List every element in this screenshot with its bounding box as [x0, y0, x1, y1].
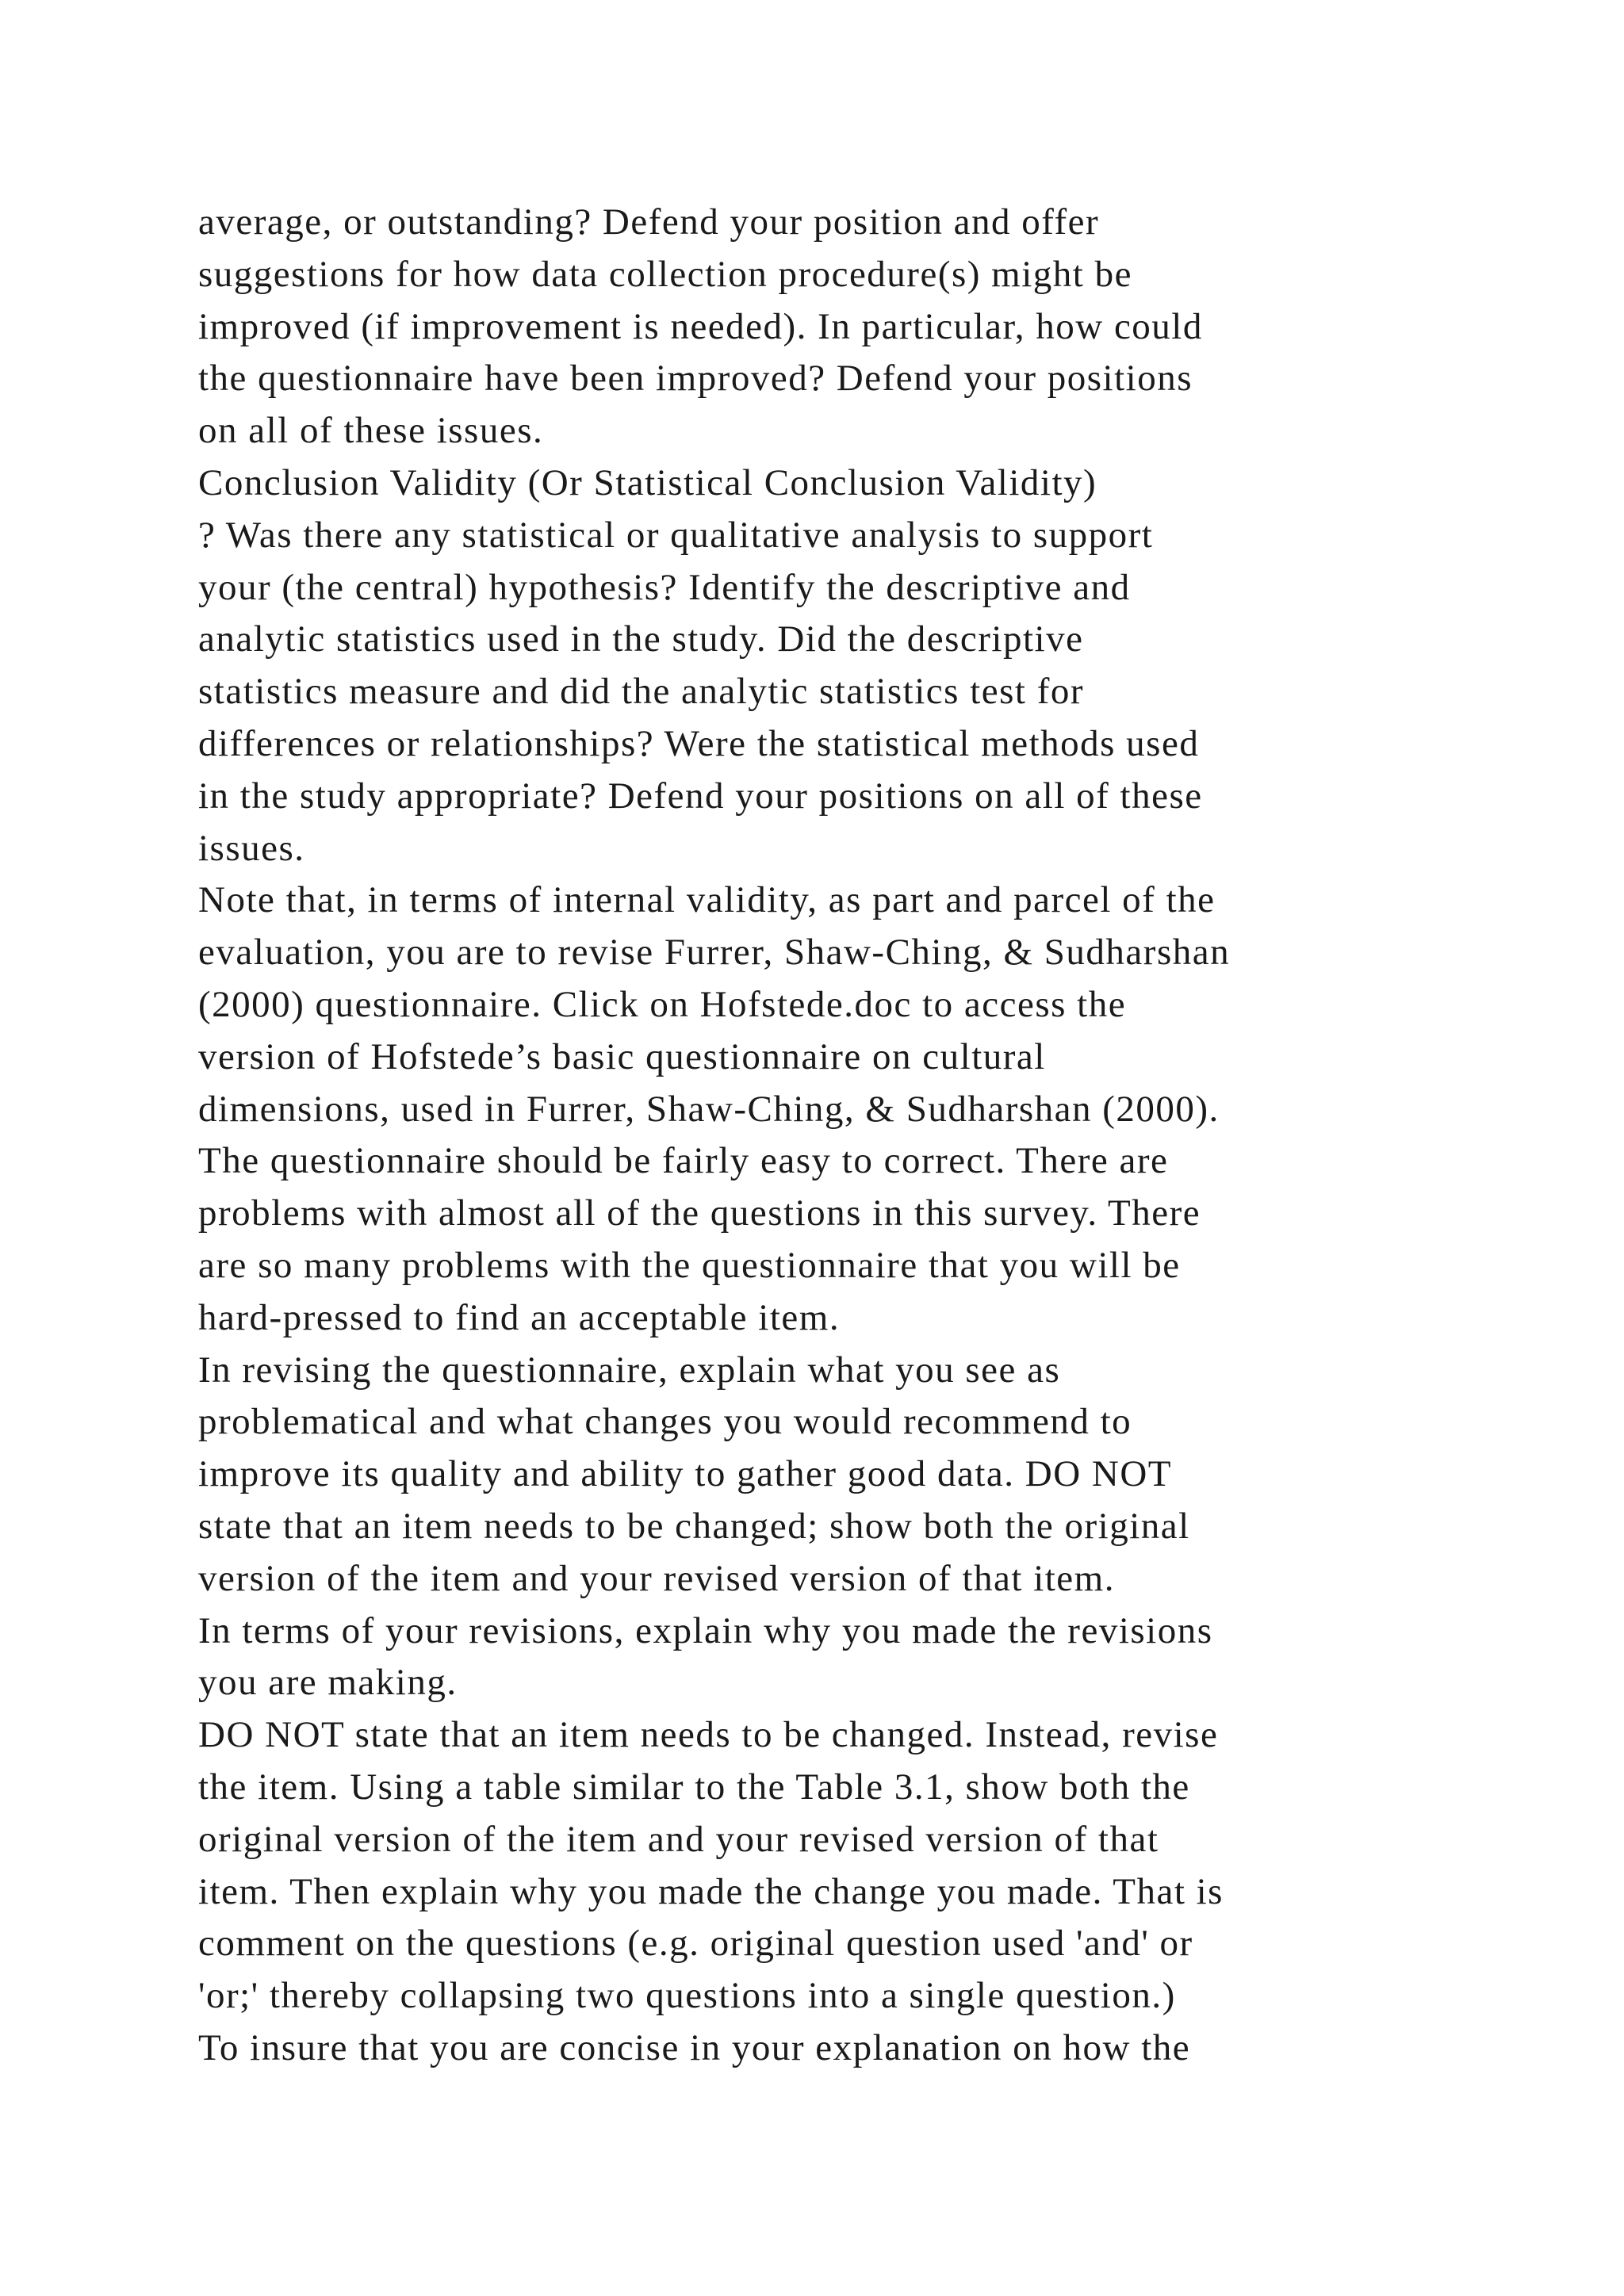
section-heading: Conclusion Validity (Or Statistical Conclusion Validity): [198, 461, 1097, 503]
body-text: [198, 197, 1483, 2075]
text-line: issues.: [198, 827, 305, 869]
text-line: original version of the item and your revised version of that: [198, 1818, 1159, 1860]
text-line: 'or;' thereby collapsing two questions into a single question.): [198, 1975, 1176, 2017]
text-line: you are making.: [198, 1662, 458, 1704]
text-line: In terms of your revisions, explain why you made the revisions: [198, 1609, 1213, 1651]
text-line: (2000) questionnaire. Click on Hofstede.doc to access the: [198, 983, 1127, 1025]
text-line: state that an item needs to be changed; show both the original: [198, 1505, 1190, 1547]
text-line: your (the central) hypothesis? Identify the descriptive and: [198, 566, 1131, 608]
text-line: analytic statistics used in the study. Did the descriptive: [198, 618, 1084, 660]
text-line: In revising the questionnaire, explain what you see as: [198, 1349, 1061, 1391]
text-line: Note that, in terms of internal validity, as part and parcel of the: [198, 879, 1216, 921]
text-line: DO NOT state that an item needs to be changed. Instead, revise: [198, 1714, 1219, 1756]
text-line: improve its quality and ability to gather good data. DO NOT: [198, 1453, 1173, 1495]
text-line: hard-pressed to find an acceptable item.: [198, 1296, 841, 1338]
text-line: dimensions, used in Furrer, Shaw-Ching, & Sudharshan (2000).: [198, 1088, 1220, 1130]
text-line: version of the item and your revised version of that item.: [198, 1557, 1115, 1599]
text-line: statistics measure and did the analytic statistics test for: [198, 671, 1085, 713]
text-line: comment on the questions (e.g. original question used 'and' or: [198, 1923, 1193, 1965]
text-line: in the study appropriate? Defend your positions on all of these: [198, 775, 1203, 817]
text-line: average, or outstanding? Defend your position and offer: [198, 201, 1100, 243]
text-line: problematical and what changes you would recommend to: [198, 1401, 1132, 1443]
text-line: improved (if improvement is needed). In particular, how could: [198, 305, 1203, 347]
text-line: The questionnaire should be fairly easy to correct. There are: [198, 1140, 1169, 1182]
text-line: item. Then explain why you made the change you made. That is: [198, 1870, 1224, 1912]
text-line: the item. Using a table similar to the Table 3.1, show both the: [198, 1766, 1190, 1808]
text-line: To insure that you are concise in your explanation on how the: [198, 2026, 1191, 2068]
text-line: version of Hofstede’s basic questionnaire on cultural: [198, 1035, 1046, 1077]
text-line: ? Was there any statistical or qualitative analysis to support: [198, 514, 1154, 556]
text-line: the questionnaire have been improved? Defend your positions: [198, 358, 1193, 400]
text-line: problems with almost all of the questions in this survey. There: [198, 1192, 1201, 1234]
text-line: are so many problems with the questionnaire that you will be: [198, 1244, 1181, 1286]
text-line: suggestions for how data collection procedure(s) might be: [198, 253, 1132, 295]
text-line: differences or relationships? Were the statistical methods used: [198, 722, 1200, 764]
text-line: on all of these issues.: [198, 410, 544, 452]
text-line: evaluation, you are to revise Furrer, Shaw-Ching, & Sudharshan: [198, 932, 1231, 974]
